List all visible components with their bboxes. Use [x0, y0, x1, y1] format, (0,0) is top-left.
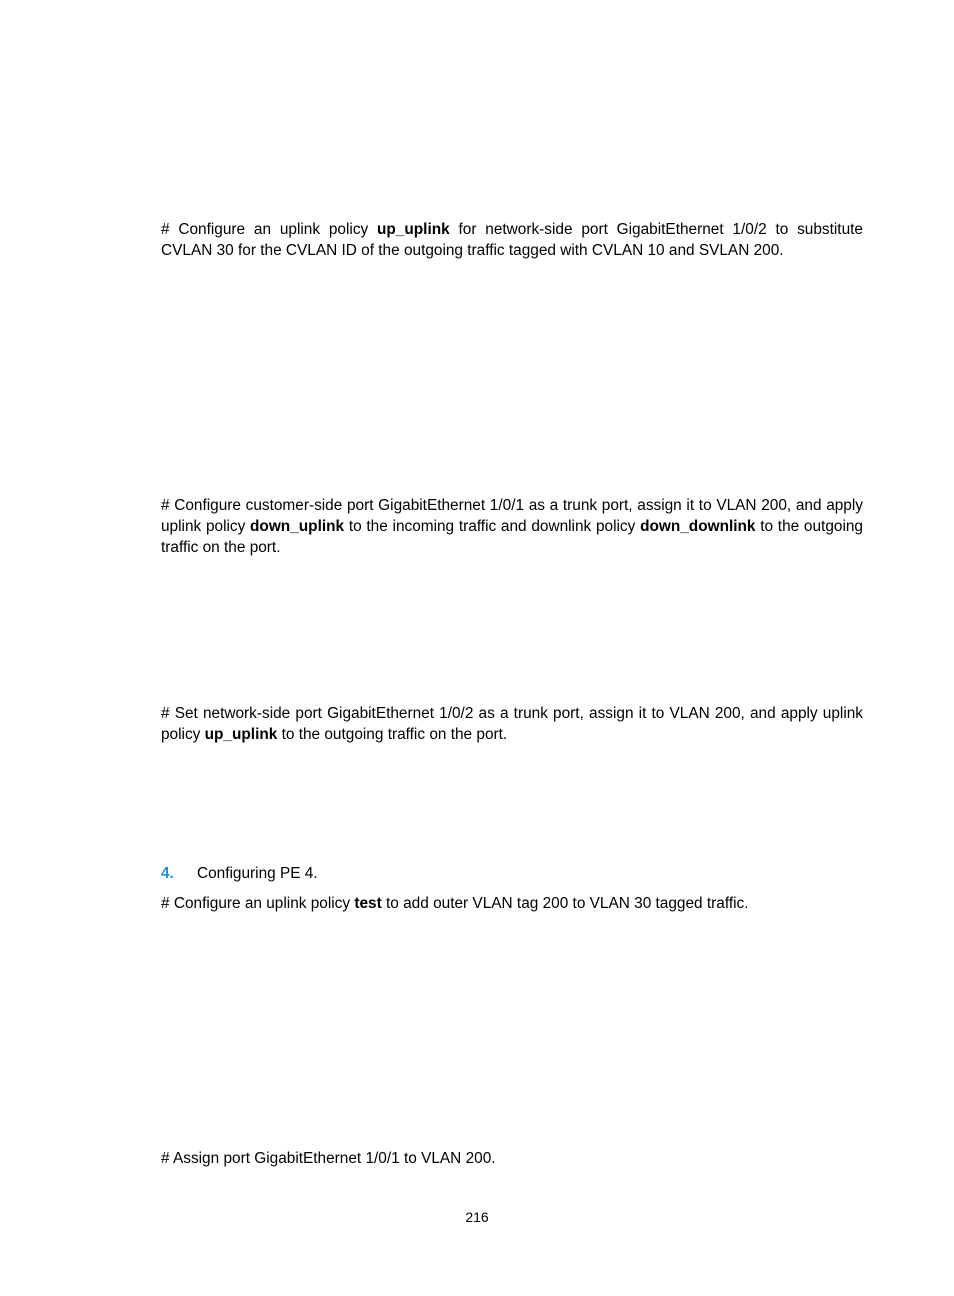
paragraph-text: to the outgoing traffic on the port. [161, 518, 863, 556]
policy-name-up-uplink: up_uplink [204, 726, 278, 743]
paragraph-assign-port [161, 1148, 863, 1169]
step-label: Configuring PE 4. [197, 865, 318, 882]
page-number: 216 [465, 1209, 489, 1225]
paragraph-customer-side-port [161, 495, 863, 558]
policy-name-down-uplink: down_uplink [250, 518, 345, 535]
paragraph-text: for network-side port GigabitEthernet 1/0/2 to substitute CVLAN 30 for the CVLAN ID of the outgoing traffic tagged with CVLAN 10 and SVLAN 200. [161, 221, 863, 259]
step-heading [161, 863, 318, 884]
policy-name-test: test [354, 895, 382, 912]
paragraph-text: to the outgoing traffic on the port. [277, 726, 508, 743]
paragraph-text: # Configure customer-side port GigabitEthernet 1/0/1 as a trunk port, assign it to VLAN 200, and apply uplink policy [161, 497, 863, 535]
policy-name-down-downlink: down_downlink [640, 518, 756, 535]
paragraph-text: # Assign port GigabitEthernet 1/0/1 to VLAN 200. [161, 1150, 496, 1167]
paragraph-text: # Set network-side port GigabitEthernet 1/0/2 as a trunk port, assign it to VLAN 200, and apply uplink policy [161, 705, 863, 743]
step-number: 4. [161, 865, 174, 882]
paragraph-text: to add outer VLAN tag 200 to VLAN 30 tagged traffic. [381, 895, 749, 912]
paragraph-text: # Configure an uplink policy [161, 895, 355, 912]
paragraph-text: # Configure an uplink policy [161, 221, 378, 238]
paragraph-uplink-policy-test [161, 893, 863, 914]
policy-name-up-uplink: up_uplink [377, 221, 450, 238]
paragraph-uplink-policy-up-uplink [161, 219, 863, 261]
paragraph-network-side-port [161, 703, 863, 745]
paragraph-text: to the incoming traffic and downlink policy [344, 518, 641, 535]
